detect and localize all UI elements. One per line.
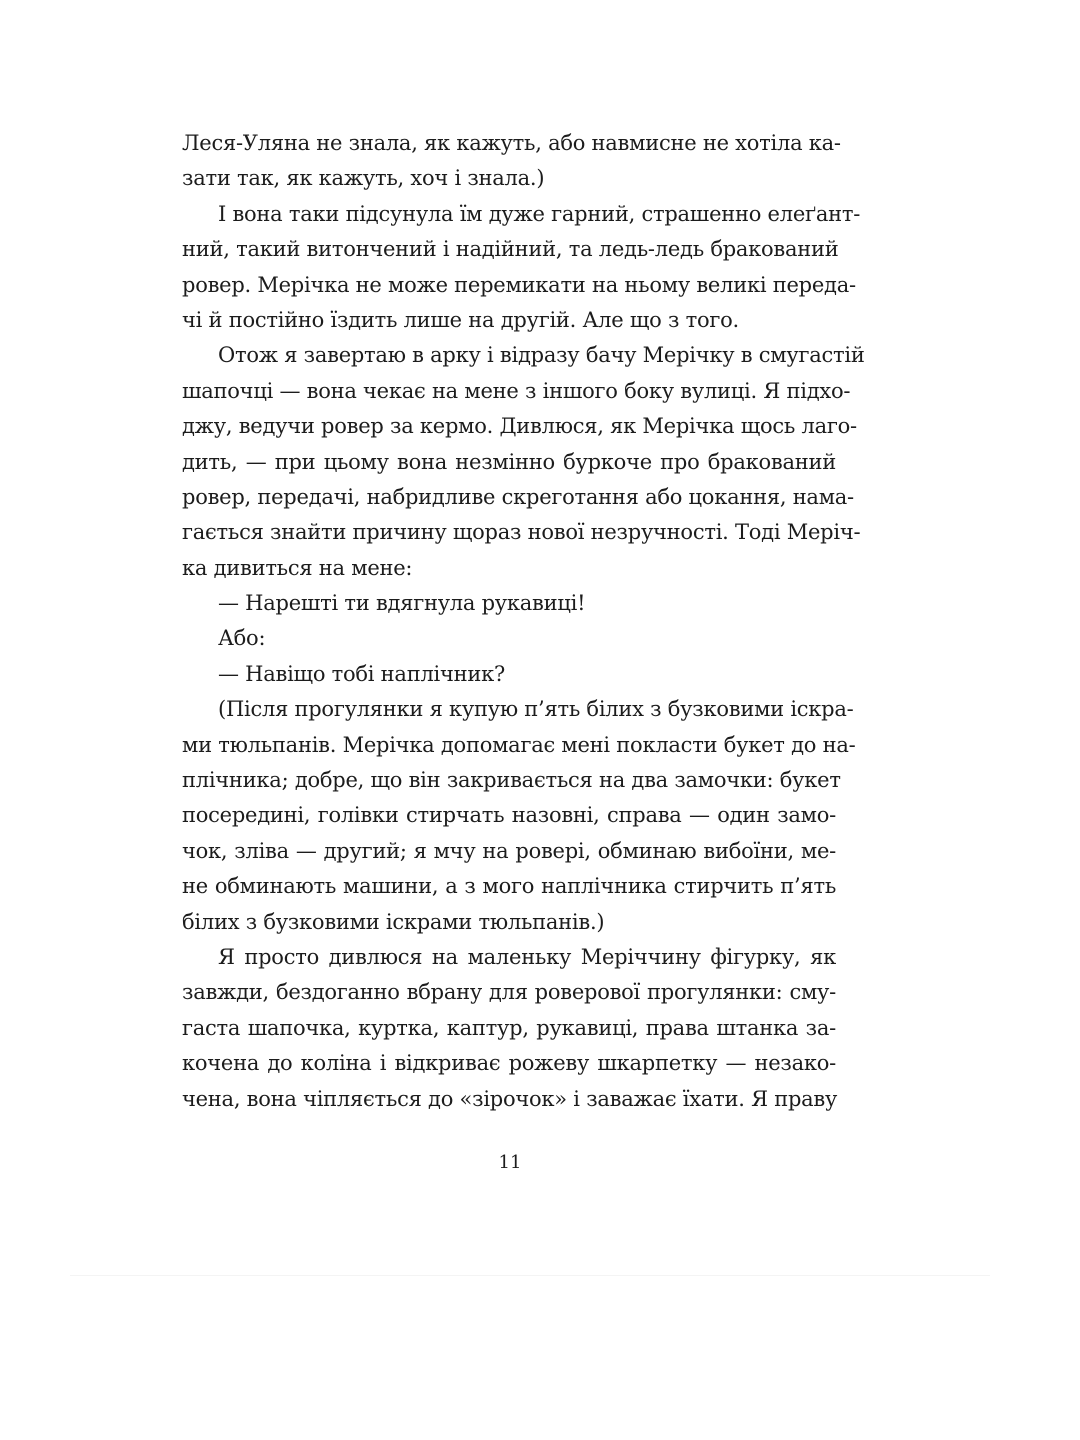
text-line: зати так, як кажуть, хоч і знала.) — [182, 166, 545, 191]
text-line: Леся-Уляна не знала, як кажуть, або навмисне не хотіла ка- — [182, 131, 841, 155]
text-line: чена, вона чіпляється до «зірочок» і заважає їхати. Я праву — [182, 1086, 838, 1111]
text-line: білих з бузковими іскрами тюльпанів.) — [182, 909, 605, 934]
text-line: ровер. Мерічка не може перемикати на ньому великі переда- — [182, 272, 856, 297]
text-line: Отож я завертаю в арку і відразу бачу Мерічку в смугастій — [218, 343, 865, 368]
text-line: шапочці — вона чекає на мене з іншого боку вулиці. Я підхо- — [182, 378, 851, 403]
text-line: І вона таки підсунула їм дуже гарний, страшенно елеґант- — [218, 201, 861, 226]
text-line: кочена до коліна і відкриває рожеву шкарпетку — незако- — [182, 1051, 836, 1076]
text-line: — Навіщо тобі наплічник? — [218, 661, 506, 686]
body-text — [182, 126, 865, 1117]
text-line: ка дивиться на мене: — [182, 555, 413, 580]
text-line: ми тюльпанів. Мерічка допомагає мені покласти букет до на- — [182, 732, 856, 757]
text-line: — Нарешті ти вдягнула рукавиці! — [218, 591, 586, 616]
text-line: гаста шапочка, куртка, каптур, рукавиці, права штанка за- — [182, 1015, 836, 1040]
text-line: посередині, голівки стирчать назовні, справа — один замо- — [182, 803, 836, 828]
text-line: Я просто дивлюся на маленьку Мерiччину фігурку, як — [218, 944, 836, 969]
text-line: (Після прогулянки я купую п’ять білих з бузковими іскра- — [218, 697, 854, 722]
text-line: джу, ведучи ровер за кермо. Дивлюся, як Мерічка щось лаго- — [182, 414, 857, 439]
text-line: чок, зліва — другий; я мчу на ровері, обминаю вибоїни, ме- — [182, 838, 836, 863]
page-number: 11 — [498, 1152, 522, 1173]
text-line: не обминають машини, а з мого наплічника стирчить п’ять — [182, 874, 836, 899]
text-line: гається знайти причину щораз нової незручності. Тоді Меріч- — [182, 520, 861, 545]
text-line: Або: — [218, 626, 266, 651]
text-line: ний, такий витончений і надійний, та ледь-ледь бракований — [182, 237, 839, 262]
page-bottom-divider — [70, 1275, 990, 1276]
text-line: дить, — при цьому вона незмінно буркоче про бракований — [182, 449, 836, 474]
text-line: завжди, бездоганно вбрану для роверової прогулянки: сму- — [182, 980, 836, 1005]
text-line: ровер, передачі, набридливе скреготання або цокання, нама- — [182, 484, 854, 509]
text-line: чі й постійно їздить лише на другій. Але що з того. — [182, 307, 739, 332]
text-line: плічника; добре, що він закривається на два замочки: букет — [182, 768, 841, 793]
